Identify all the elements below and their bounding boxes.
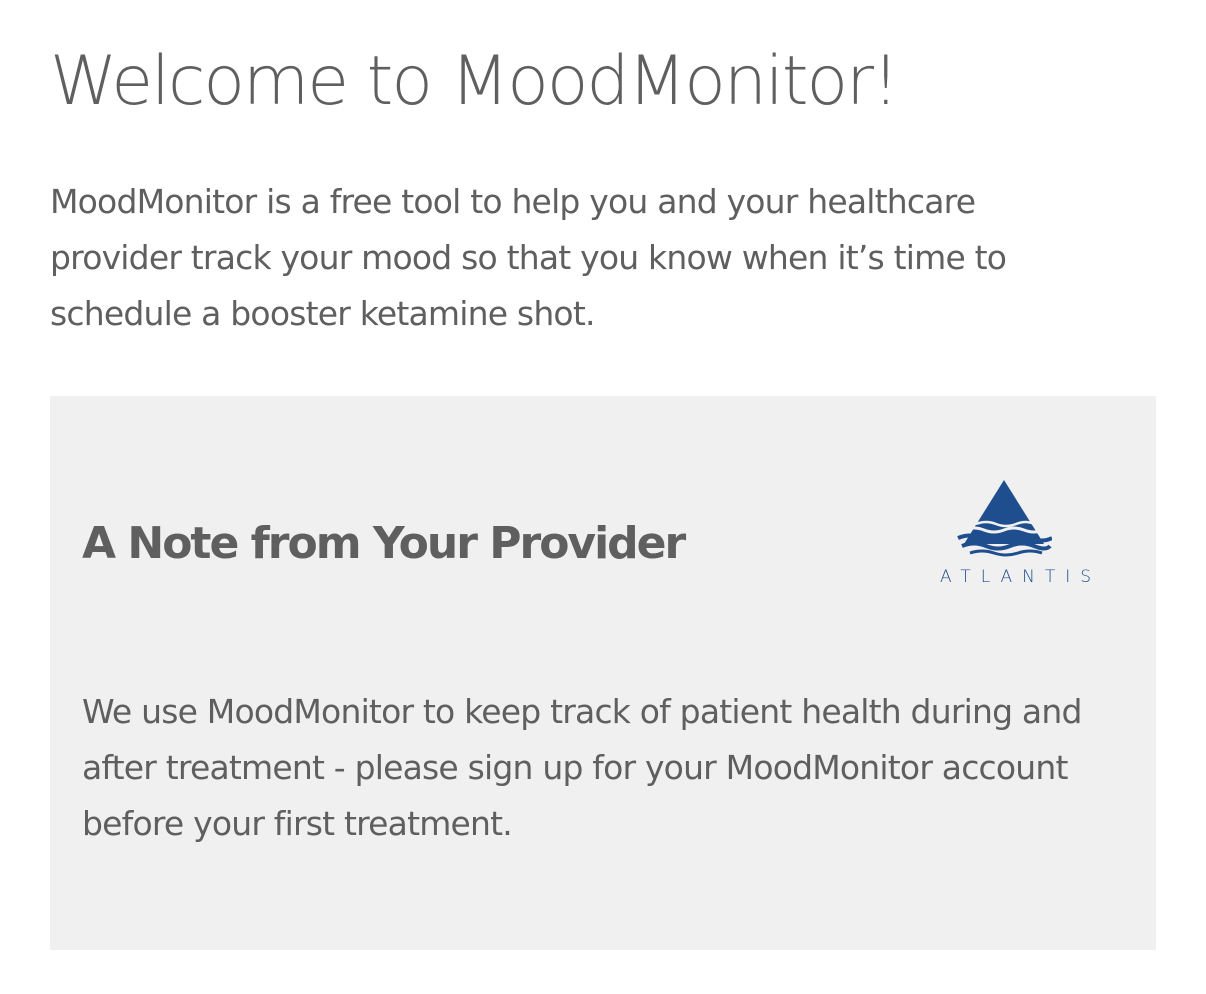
provider-note-panel (50, 396, 1156, 950)
atlantis-pyramid-logo-icon (956, 480, 1052, 562)
provider-note-body: We use MoodMonitor to keep track of patient health during and after treatment - please sign up for your MoodMonitor account before your first treatment. (82, 692, 1082, 843)
intro-paragraph: MoodMonitor is a free tool to help you and your healthcare provider track your mood so that you know when it’s time to schedule a booster ketamine shot. (50, 182, 1007, 333)
provider-note-heading: A Note from Your Provider (82, 518, 685, 569)
page-title: Welcome to MoodMonitor! (50, 42, 898, 121)
provider-logo (934, 480, 1102, 592)
provider-logo-text: ATLANTIS (940, 567, 1102, 587)
